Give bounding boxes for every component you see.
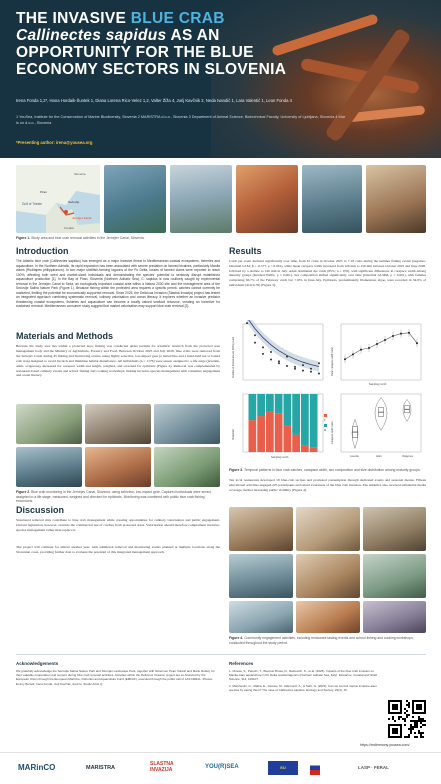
panel-c-bar-male	[292, 394, 300, 435]
qr-module	[416, 720, 418, 722]
qr-module	[406, 736, 408, 738]
panel-c-bar-male	[275, 394, 283, 413]
qr-module	[422, 724, 424, 726]
acknowledgements-text: We gratefully acknowledge the Sečovlje Salina Nature Park and Strunjan Landscape Park, together with fishermen Peter Volarič and Mario Rebolj, for their valuable cooperation and support during blue crab removal activities. Activities within the Delicious Invasion project are co-financed by the European Union through the European Maritime, Fisheries and Aquaculture Fund (EMFAF), executed through the public call of LAS FERAL. Photos: Emmy Bonelli, Irena Fonda, Jurij Kavčnik, Arezzo, Studio Artist Q.	[16, 669, 215, 686]
qr-module	[418, 716, 420, 718]
qr-module	[410, 732, 412, 734]
qr-module	[416, 736, 418, 738]
qr-module	[416, 726, 418, 728]
qr-module	[406, 700, 408, 702]
panel-b-point	[392, 335, 394, 337]
qr-module	[412, 726, 414, 728]
logo-maristra: MARISTRA	[86, 765, 116, 771]
qr-module	[418, 718, 420, 720]
legend-male-label: M	[324, 429, 327, 432]
qr-module	[410, 720, 412, 722]
map-label: Jernejev kanal	[72, 216, 92, 220]
map-label: Slovenia	[74, 172, 86, 176]
references-heading: References	[229, 661, 254, 666]
legend-male-swatch	[324, 424, 327, 427]
qr-module	[416, 724, 418, 726]
panel-b-point	[416, 342, 418, 344]
photo-crab-hand	[85, 447, 151, 487]
photo-measuring	[16, 404, 82, 444]
qr-finder	[416, 704, 422, 710]
discussion-text-2: The project will continue for almost another year, with additional removal and monitoring events planned at multiple locations along the Slovenian coast, providing further data to evaluate the potential of this integrated management approach.	[16, 545, 220, 554]
panel-c-ylabel: Proportion	[232, 428, 235, 440]
methods-text: Because the study area lies within a protected area, fishing was conducted under permits for scientific research from the protected area management body and the Ministry of Agriculture, Forestry and Food. Between October 2025 and July 2026, blue crabs were removed from the Jernejev Canal during 45 fishing and monitoring events, using highly selective, low-impact gear (a baited line and a hand-held net or baited crab trap) designed to avoid bycatch and minimise habitat disturbance. All individuals (n = 1176) were sexed, assigned to a life stage (juvenile, adult, ovigerous), measured for carapace width and length, weighed, and screened for epibionts (Figure 2). Removal was complemented by restaurant-based culinary events and school fishing and cooking workshops, linking invasive-species management with consumer engagement and ocean literacy.	[16, 344, 220, 378]
logo-eu-flag: EU	[268, 761, 298, 775]
panel-a-point	[254, 342, 256, 344]
map-label: Sečovlje	[68, 200, 80, 204]
panel-a-point	[278, 360, 280, 362]
photo-trap	[16, 447, 82, 487]
logo-lasp-feral: LASP · FERAL	[358, 765, 389, 770]
map-label: Piran	[40, 190, 48, 194]
qr-module	[420, 736, 422, 738]
qr-module	[416, 722, 418, 724]
qr-module	[418, 732, 420, 734]
qr-module	[420, 732, 422, 734]
panel-b-point	[400, 333, 402, 335]
photo-kids	[363, 554, 426, 598]
qr-module	[400, 716, 402, 718]
photo-event	[363, 601, 426, 633]
qr-module	[420, 734, 422, 736]
results-text-1: Catch per event declined significantly over time, from 61 crabs in October 2025 to 7-18 crabs during the summer fishing events (negative-binomial GLM; β = -0.577, p < 0.001), while mean carapace width increased from 126 mm to 159 mm between October 2025 and June 2026, followed by a decline to 146 mm in July. Adult dominated the catch (85%; n = 979), with significant differences in carapace width among maturity groups (Kruskal-Wallis, p < 0.001). Sex composition shifted significantly over time (binomial GLMM, p < 0.001), with females comprising 66.7% of the February catch but <10% in June-July. Epibionts, predominantly filamentous algae, were recorded in 34.9% of individuals (410/1176) (Figure 3).	[229, 259, 426, 287]
panel-b-point	[408, 332, 410, 334]
qr-module	[420, 720, 422, 722]
acknowledgements	[16, 661, 216, 686]
panel-c-bar-male	[257, 394, 265, 416]
panel-c-bar-male	[310, 394, 318, 447]
qr-module	[404, 736, 406, 738]
qr-module	[414, 720, 416, 722]
panel-b-ylabel: Mean carapace width (mm)	[331, 347, 334, 376]
qr-module	[406, 710, 408, 712]
logo-slastna-invazija: SLASTNA INVAZIJA	[150, 761, 174, 773]
photo-canal	[104, 165, 166, 233]
qr-code[interactable]	[388, 700, 426, 738]
qr-module	[410, 726, 412, 728]
qr-module	[398, 716, 400, 718]
panel-a-point	[262, 353, 264, 355]
photo-group	[154, 447, 220, 487]
figure3-svg	[229, 320, 426, 466]
photo-net	[154, 404, 220, 444]
qr-module	[406, 704, 408, 706]
panel-d-category-label: Adult	[376, 455, 382, 458]
panel-c-bar-male	[266, 394, 274, 411]
title-line-4: ECONOMY SECTORS IN SLOVENIA	[16, 61, 287, 78]
panel-c-bar-male	[301, 394, 309, 445]
panel-b-xlabel: Sampling month	[369, 383, 387, 386]
logo-marinco: MARinCO	[18, 763, 56, 772]
title-accent: BLUE CRAB	[130, 10, 225, 27]
results-text-2: Ten local restaurants developed 18 blue-crab recipes and promoted consumption through dedicated events and seasonal menus. Fifteen educational activities engaged 225 participants and raised awareness of the blue crab invasion. The initiative also received substantial media coverage, further increasing public visibility (Figure 4).	[229, 478, 426, 492]
qr-module	[406, 716, 408, 718]
panel-c-bar-female	[284, 426, 292, 452]
title-species: Callinectes sapidus	[16, 27, 167, 44]
panel-b-point	[344, 358, 346, 360]
panel-a-point	[302, 364, 304, 366]
qr-module	[422, 732, 424, 734]
panel-b-point	[376, 343, 378, 345]
qr-module	[414, 724, 416, 726]
panel-b-line	[345, 333, 417, 359]
qr-code-icon	[388, 700, 426, 738]
qr-finder	[392, 704, 398, 710]
partner-logos	[0, 752, 441, 784]
panel-c-xlabel: Sampling month	[271, 456, 289, 459]
map-label: Gulf of Trieste	[22, 202, 42, 206]
map-label: Croatia	[64, 226, 74, 230]
panel-c-bar-female	[266, 411, 274, 452]
reference-1: 1. Chiesa, S., Petochi, T., Boscolo Brusà, R., Raicevich, S., et al. (2025). Impacts of the blue crab invasion on Manila clam aquaculture in Po Delta coastal lagoons (Northern Adriatic Sea, Italy). Estuarine, Coastal and Shelf Science, 312, 109107.	[229, 669, 377, 682]
panel-a-point	[246, 322, 248, 324]
qr-module	[406, 714, 408, 716]
figure3-charts	[229, 320, 426, 466]
qr-module	[414, 722, 416, 724]
panel-a-point	[262, 346, 264, 348]
qr-module	[408, 728, 410, 730]
logo-yousea: YOU(R)SEA	[205, 764, 239, 770]
author-list: Irena Fonda 1,2*, Hana Hordaik-Šuntek 1, Diana Lorena Rico-Velez 1,2, Valter Žiža 4, Jurij Kavčnik 2, Neda Ivandić 1, Lara Valentić 1, Leon Fonda 4	[16, 98, 292, 103]
qr-module	[394, 720, 396, 722]
qr-module	[404, 712, 406, 714]
qr-module	[424, 720, 426, 722]
panel-a-point	[286, 365, 288, 367]
figure4-caption: Figure 4. Community engagement activities, including restaurant tasting events and school fishing and cooking workshops, conducted throughout the study period.	[229, 636, 414, 645]
panel-a-point	[302, 370, 304, 372]
footer-divider	[16, 654, 426, 655]
photo-cooking-workshop	[296, 554, 360, 598]
photo-weighing	[85, 404, 151, 444]
affiliations: 1 YouSea, Institute for the Conservation of Marine Biodiversity, Slovenia 2 MARISTRA d.o.o., Slovenia 3 Department of Animal Science, Biotechnical Faculty, University of Ljubljana, Slovenia 4 Mar is on d.o.o., Slovenia	[16, 115, 346, 125]
qr-module	[410, 730, 412, 732]
poster-header	[0, 0, 441, 158]
panel-a-point	[278, 362, 280, 364]
results-heading: Results	[229, 246, 262, 256]
photo-tasting	[363, 507, 426, 551]
panel-c-bar-male	[249, 394, 257, 420]
introduction-text: The Atlantic blue crab (Callinectes sapidus) has emerged as a major invasive threat to Mediterranean coastal ecosystems, fisheries and aquaculture. In the Northern Adriatic, its rapid expansion has been associated with severe predation on farmed bivalves, particularly Manila clams (Ruditapes philippinarum). In two major shellfish-farming lagoons of the Po Delta, losses of farmed clams were reported to reach 100%, affecting both seed and market-sized individuals and demonstrating the species' potential to seriously disrupt established aquaculture production [1]. In the Bay of Piran, Slovenia (Northern Adriatic Sea), C. sapidus is now routinely caught by experimental removal in the Jernejev Canal to Seča, an ecologically important coastal area within a Natura 2000 site and the management area of the Sečovlje Salina Nature Park (Figure 1). Because fishing within the protected area requires a specific permit, catches cannot currently be marketed, limiting the potential for economically supported removal. Since 2025, the Delicious Invasion (Slastna Invazija) project has tested an integrated approach combining systematic removal, culinary valorisation and ocean literacy. It explores whether an invasive predator threatening coastal ecosystems, fisheries and aquaculture can become a locally valued seafood resource, creating an incentive for sustained removal. Mediterranean consumer study suggest that market valorisation may support blue crab removal [2].	[16, 259, 220, 309]
qr-module	[404, 718, 406, 720]
qr-module	[422, 718, 424, 720]
qr-module	[392, 716, 394, 718]
qr-module	[420, 726, 422, 728]
figure2-caption: Figure 2. Blue crab monitoring in the Jernejev Canal, Slovenia, using selective, low-impact gear. Captured individuals were sexed, assigned to a life stage, measured, weighed and checked for epibionts. Monitoring was combined with public blue crab fishing excursions.	[16, 490, 212, 503]
qr-module	[418, 720, 420, 722]
presenting-author: *Presenting author: irena@yousea.org	[16, 140, 93, 145]
qr-module	[408, 714, 410, 716]
panel-a-point	[310, 368, 312, 370]
qr-module	[408, 706, 410, 708]
methods-heading: Materials and Methods	[16, 331, 114, 341]
qr-module	[420, 722, 422, 724]
qr-module	[420, 718, 422, 720]
qr-module	[414, 736, 416, 738]
qr-module	[408, 736, 410, 738]
qr-module	[422, 736, 424, 738]
photo-boat	[302, 165, 362, 233]
panel-c-bar-male	[284, 394, 292, 426]
acknowledgements-heading: Acknowledgements	[16, 661, 59, 666]
qr-module	[408, 704, 410, 706]
panel-d-ylabel: Carapace width (mm)	[331, 421, 334, 444]
title-line-2: AS AN	[166, 27, 220, 44]
qr-module	[410, 728, 412, 730]
panel-a-point	[318, 362, 320, 364]
qr-module	[388, 718, 390, 720]
photo-restaurant	[229, 507, 293, 551]
panel-b-point	[352, 353, 354, 355]
panel-c-bar-female	[292, 435, 300, 452]
title-line-3: OPPORTUNITY FOR THE BLUE	[16, 44, 254, 61]
photo-media	[229, 601, 293, 633]
photo-crab-closeup	[366, 165, 426, 233]
panel-a-point	[294, 368, 296, 370]
discussion-text-1: Structured removal may contribute to blue crab management while creating opportunities for culinary valorisation and public engagement. Current legislation, however, restricts the commercial use of catches from protected areas. Valorisation should therefore complement invasive-species management rather than replace it.	[16, 518, 220, 532]
photo-fishing	[170, 165, 232, 233]
photo-crab-plate	[296, 601, 360, 633]
logo-slovenia-flag	[310, 761, 320, 775]
study-area-map	[16, 165, 100, 233]
panel-b-point	[384, 339, 386, 341]
figure3-caption: Figure 3. Temporal patterns in blue crab catches, carapace width, sex composition and size distribution among maturity groups.	[229, 468, 421, 472]
panel-a-point	[286, 356, 288, 358]
panel-a-ylabel: Number of individuals per fishing event	[232, 336, 235, 378]
qr-module	[424, 724, 426, 726]
panel-d-category-label: Juvenile	[350, 455, 359, 458]
references	[229, 661, 379, 692]
panel-c-bar-female	[257, 416, 265, 452]
photo-dish	[296, 507, 360, 551]
panel-a-point	[310, 371, 312, 373]
qr-module	[392, 718, 394, 720]
legend-female-swatch	[324, 414, 327, 417]
qr-module	[414, 732, 416, 734]
qr-module	[402, 718, 404, 720]
website-url[interactable]: https://mdimmony.yousea.com/	[360, 743, 410, 747]
panel-c-bar-female	[310, 447, 318, 452]
panel-c-bar-female	[249, 420, 257, 452]
qr-module	[404, 720, 406, 722]
poster-title	[16, 10, 316, 78]
photo-crabs-bucket	[236, 165, 298, 233]
qr-module	[408, 734, 410, 736]
panel-d-category-label: Ovigerous	[402, 455, 413, 458]
qr-module	[412, 720, 414, 722]
qr-module	[412, 728, 414, 730]
discussion-heading: Discussion	[16, 505, 65, 515]
panel-a-point	[318, 372, 320, 374]
panel-a-point	[254, 334, 256, 336]
panel-b-point	[360, 349, 362, 351]
qr-module	[404, 708, 406, 710]
qr-module	[410, 724, 412, 726]
qr-module	[408, 702, 410, 704]
panel-a-point	[294, 366, 296, 368]
legend-female-label: F	[324, 419, 326, 422]
photo-school-fishing	[229, 554, 293, 598]
qr-module	[412, 716, 414, 718]
title-line-1: THE INVASIVE	[16, 10, 131, 27]
panel-c-bar-female	[301, 445, 309, 452]
panel-a-point	[270, 358, 272, 360]
qr-finder	[392, 728, 398, 734]
qr-module	[422, 720, 424, 722]
figure1-caption: Figure 1. Study area and blue crab removal activities in the Jernejev Canal, Slovenia.	[16, 236, 145, 240]
qr-module	[418, 730, 420, 732]
panel-b-point	[368, 347, 370, 349]
introduction-heading: Introduction	[16, 246, 69, 256]
reference-2: 2. Marchesini, G., Mattia, E., Giorato, M., Aldenucci, A., & Sarti, G. (2024). Can we control marine invasive alien species by eating them? The case of Callinectes sapidus. Ecology and Society, 29(4), 15.	[229, 683, 377, 692]
qr-module	[398, 718, 400, 720]
qr-module	[414, 726, 416, 728]
qr-module	[404, 724, 406, 726]
panel-c-bar-female	[275, 413, 283, 452]
panel-a-point	[270, 351, 272, 353]
